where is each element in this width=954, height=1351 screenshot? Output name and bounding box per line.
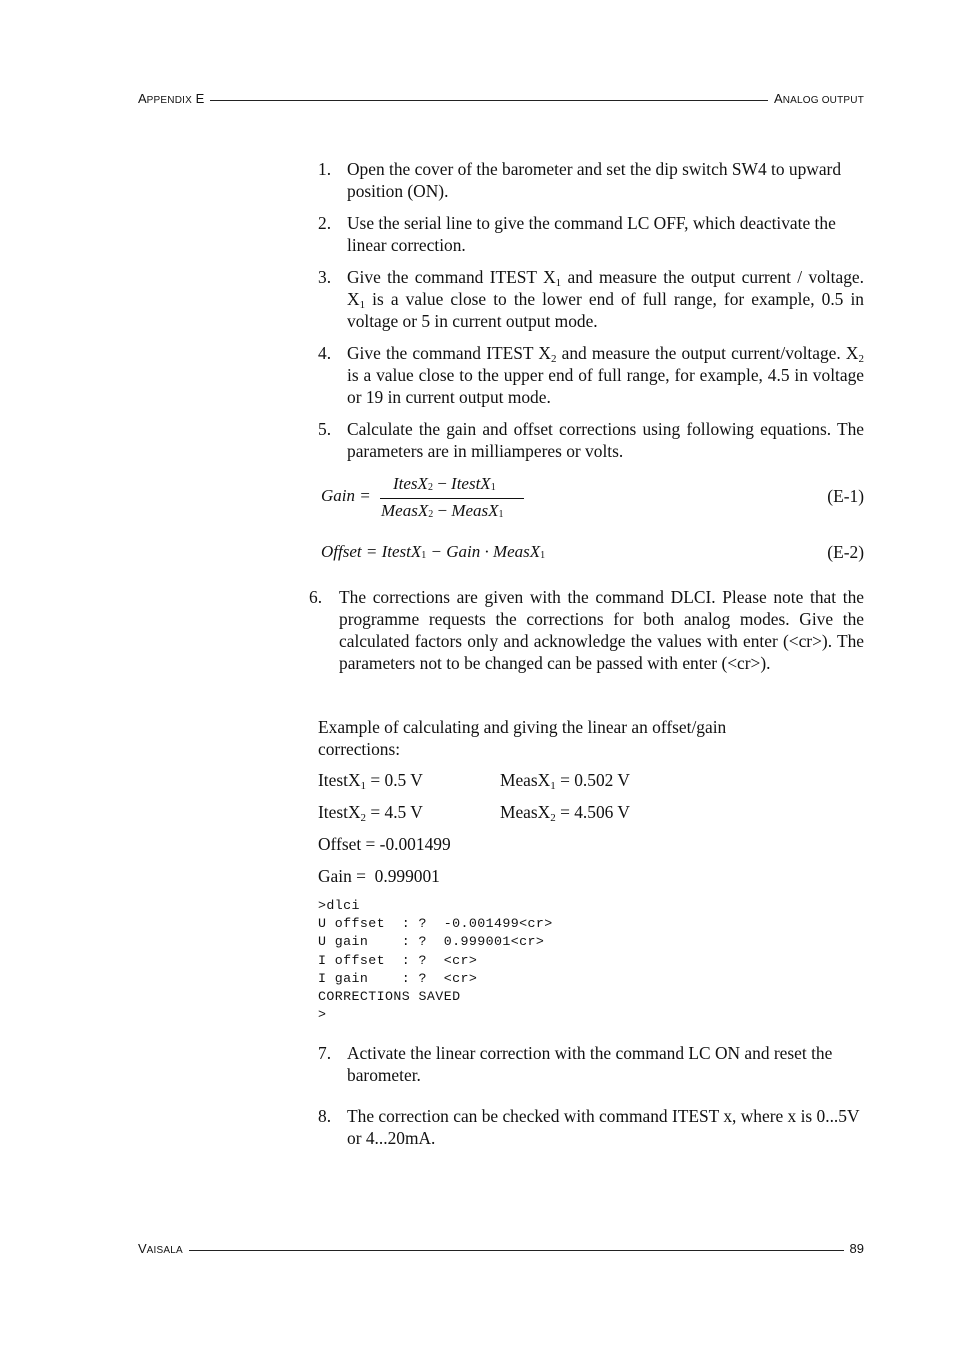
- terminal-output: [318, 897, 553, 1024]
- step-4-text: Give the command ITEST $X_2$ and measure the output current/voltage. $X_2$ is a value close to the upper end of full range, for example, 4.5 in voltage or 19 in current output mode.: [347, 343, 864, 407]
- terminal-line: CORRECTIONS SAVED: [318, 989, 461, 1005]
- equation-e2-body: Offset = ItestX1 − Gain · MeasX1: [321, 542, 546, 561]
- equation-e1-denominator: MeasX2 − MeasX1: [381, 501, 504, 520]
- equation-e1-lhs: Gain =: [321, 486, 371, 505]
- step-7: 7. Activate the linear correction with the command LC ON and reset the barometer.: [318, 1043, 833, 1085]
- terminal-line: U offset : ? -0.001499<cr>: [318, 916, 553, 932]
- example-intro-line1: Example of calculating and giving the linear an offset/gain: [318, 717, 727, 737]
- terminal-line: >: [318, 1007, 327, 1023]
- itest-x1: ItestX$_1$ = 0.5 V: [318, 770, 423, 792]
- terminal-line: U gain : ? 0.999001<cr>: [318, 934, 545, 950]
- step-4: 4. Give the command ITEST $X_2$ and measure the output current/voltage. $X_2$ is a value close to the upper end of full range, for example, 4.5 in voltage or 19 in current output mode.: [318, 343, 864, 407]
- meas-x1: MeasX$_1$ = 0.502 V: [500, 770, 630, 792]
- page-footer: [138, 1241, 864, 1256]
- example-intro-line2: corrections:: [318, 739, 401, 759]
- itest-x2: ItestX$_2$ = 4.5 V: [318, 802, 423, 824]
- terminal-line: I gain : ? <cr>: [318, 970, 478, 986]
- footer-left: VAISALA: [138, 1241, 183, 1256]
- step-8: 8. The correction can be checked with command ITEST x, where x is 0...5V or 4...20mA.: [318, 1106, 860, 1148]
- equation-e1-numerator: ItesX2 − ItestX1: [393, 474, 496, 493]
- step-1: 1. Open the cover of the barometer and set the dip switch SW4 to upward position (ON).: [318, 159, 842, 201]
- header-right: ANALOG OUTPUT: [774, 91, 864, 106]
- step-3: 3. Give the command ITEST $X_1$ and measure the output current / voltage. $X_1$ is a value close to the lower end of full range, for example, 0.5 in voltage or 5 in current output mode.: [318, 267, 864, 331]
- offset-value: Offset = -0.001499: [318, 834, 451, 854]
- header-rule: [210, 100, 768, 101]
- page-number: 89: [849, 1241, 864, 1256]
- header-left: APPENDIX E: [138, 91, 205, 106]
- terminal-line: I offset : ? <cr>: [318, 952, 478, 968]
- equation-e1-label: (E-1): [827, 486, 864, 506]
- footer-rule: [189, 1250, 844, 1251]
- gain-value: Gain = 0.999001: [318, 866, 440, 886]
- step-2: 2. Use the serial line to give the command LC OFF, which deactivate the linear correction.: [318, 213, 836, 255]
- step-6: 6. The corrections are given with the command DLCI. Please note that the programme requests the corrections for both analog modes. Give the calculated factors only and acknowledge the values with enter (<cr>). The parameters not to be changed can be passed with enter (<cr>).: [309, 587, 864, 673]
- meas-x2: MeasX$_2$ = 4.506 V: [500, 802, 630, 824]
- fraction-bar: [380, 498, 524, 499]
- step-5: 5. Calculate the gain and offset corrections using following equations. The parameters are in milliamperes or volts.: [318, 419, 864, 461]
- terminal-line: >dlci: [318, 898, 360, 913]
- step-3-text: Give the command ITEST $X_1$ and measure the output current / voltage. $X_1$ is a value close to the lower end of full range, for example, 0.5 in voltage or 5 in current output mode.: [347, 267, 864, 331]
- equation-e2-label: (E-2): [827, 542, 864, 562]
- page-header: [138, 91, 864, 106]
